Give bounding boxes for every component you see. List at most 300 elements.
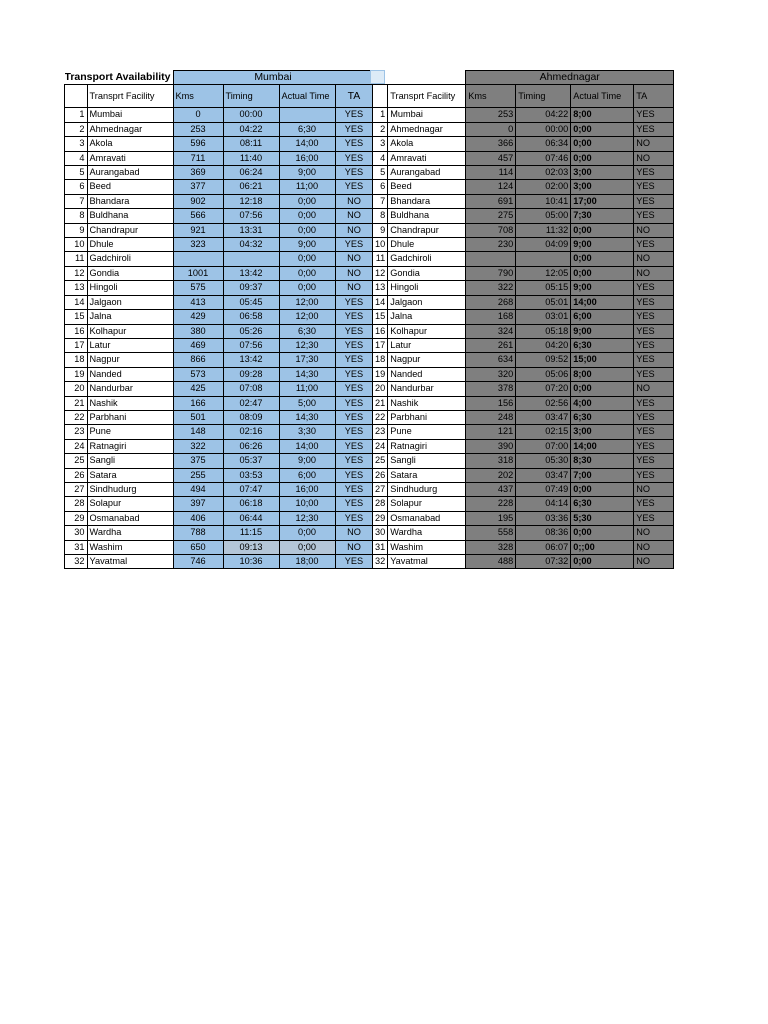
actual-time-cell: 14;30 <box>279 410 335 424</box>
kms-cell: 268 <box>466 295 516 309</box>
timing-cell: 05:06 <box>516 367 571 381</box>
table-row <box>373 223 674 237</box>
timing-cell: 08:09 <box>223 410 279 424</box>
facility-cell: Osmanabad <box>388 511 466 525</box>
row-index: 13 <box>65 281 88 295</box>
actual-time-cell: 0;00 <box>279 223 335 237</box>
kms-cell: 253 <box>173 122 223 136</box>
actual-time-cell: 8;30 <box>571 454 634 468</box>
row-index: 9 <box>65 223 88 237</box>
ta-cell: YES <box>634 367 674 381</box>
ta-cell: YES <box>634 396 674 410</box>
timing-cell: 07:00 <box>516 439 571 453</box>
actual-time-cell: 0;00 <box>279 209 335 223</box>
ta-cell: YES <box>634 410 674 424</box>
facility-cell: Nandurbar <box>87 382 173 396</box>
row-index: 29 <box>373 511 388 525</box>
table-row <box>65 295 374 309</box>
row-index: 7 <box>373 194 388 208</box>
ta-cell: YES <box>634 425 674 439</box>
ta-cell: YES <box>634 281 674 295</box>
row-index: 1 <box>373 108 388 122</box>
ta-cell: YES <box>634 497 674 511</box>
kms-cell: 322 <box>173 439 223 453</box>
kms-header: Kms <box>466 85 516 108</box>
ta-cell: YES <box>335 108 373 122</box>
actual-time-header: Actual Time <box>571 85 634 108</box>
timing-cell: 07:46 <box>516 151 571 165</box>
facility-cell: Osmanabad <box>87 511 173 525</box>
table-row <box>373 367 674 381</box>
actual-time-cell: 6;30 <box>571 410 634 424</box>
ta-cell: YES <box>335 324 373 338</box>
kms-cell: 0 <box>466 122 516 136</box>
actual-time-cell: 7;30 <box>571 209 634 223</box>
facility-cell: Parbhani <box>388 410 466 424</box>
timing-cell: 04:32 <box>223 238 279 252</box>
facility-cell: Washim <box>87 540 173 554</box>
table-row <box>373 209 674 223</box>
timing-cell <box>223 252 279 266</box>
kms-cell: 114 <box>466 166 516 180</box>
ta-cell: YES <box>634 338 674 352</box>
facility-cell: Akola <box>87 137 173 151</box>
kms-cell: 494 <box>173 482 223 496</box>
kms-cell: 378 <box>466 382 516 396</box>
row-index: 27 <box>65 482 88 496</box>
ta-cell: YES <box>335 439 373 453</box>
timing-cell: 04:20 <box>516 338 571 352</box>
ta-cell: NO <box>634 526 674 540</box>
row-index: 10 <box>65 238 88 252</box>
actual-time-header: Actual Time <box>279 85 335 108</box>
actual-time-cell: 12;30 <box>279 338 335 352</box>
facility-cell: Jalgaon <box>87 295 173 309</box>
kms-cell: 1001 <box>173 266 223 280</box>
table-row <box>373 166 674 180</box>
timing-cell: 13:42 <box>223 353 279 367</box>
actual-time-cell: 0;00 <box>279 266 335 280</box>
row-index: 25 <box>65 454 88 468</box>
facility-cell: Akola <box>388 137 466 151</box>
facility-cell: Hingoli <box>388 281 466 295</box>
kms-cell: 255 <box>173 468 223 482</box>
kms-cell: 457 <box>466 151 516 165</box>
actual-time-cell: 14;00 <box>571 439 634 453</box>
facility-cell: Satara <box>388 468 466 482</box>
facility-cell: Gondia <box>388 266 466 280</box>
kms-cell: 488 <box>466 555 516 569</box>
kms-cell: 148 <box>173 425 223 439</box>
mumbai-table <box>64 70 374 569</box>
ta-cell: YES <box>335 410 373 424</box>
timing-cell: 07:47 <box>223 482 279 496</box>
actual-time-cell: 0;00 <box>571 151 634 165</box>
row-index: 9 <box>373 223 388 237</box>
timing-cell: 07:56 <box>223 338 279 352</box>
ta-cell: YES <box>634 238 674 252</box>
row-index: 13 <box>373 281 388 295</box>
timing-cell: 11:32 <box>516 223 571 237</box>
actual-time-cell <box>279 108 335 122</box>
actual-time-cell: 9;00 <box>571 238 634 252</box>
table-row <box>373 252 674 266</box>
ta-cell: NO <box>335 252 373 266</box>
table-row <box>65 281 374 295</box>
timing-cell: 02:47 <box>223 396 279 410</box>
actual-time-cell: 14;00 <box>279 137 335 151</box>
facility-cell: Aurangabad <box>388 166 466 180</box>
table-row <box>373 122 674 136</box>
table-row <box>65 166 374 180</box>
timing-cell: 06:24 <box>223 166 279 180</box>
kms-cell: 596 <box>173 137 223 151</box>
ta-cell: YES <box>634 439 674 453</box>
kms-cell: 469 <box>173 338 223 352</box>
facility-cell: Latur <box>87 338 173 352</box>
kms-cell: 318 <box>466 454 516 468</box>
row-index: 15 <box>373 310 388 324</box>
kms-cell: 425 <box>173 382 223 396</box>
timing-cell: 11:15 <box>223 526 279 540</box>
row-index: 2 <box>373 122 388 136</box>
facility-cell: Nagpur <box>388 353 466 367</box>
kms-cell: 0 <box>173 108 223 122</box>
ta-cell: YES <box>634 180 674 194</box>
timing-cell: 12:18 <box>223 194 279 208</box>
ta-cell: YES <box>335 468 373 482</box>
facility-cell: Jalgaon <box>388 295 466 309</box>
table-row <box>65 108 374 122</box>
kms-cell: 230 <box>466 238 516 252</box>
actual-time-cell: 11;00 <box>279 382 335 396</box>
timing-cell: 03:47 <box>516 468 571 482</box>
actual-time-cell: 9;00 <box>279 166 335 180</box>
table-row <box>373 281 674 295</box>
timing-cell: 04:22 <box>516 108 571 122</box>
actual-time-cell: 0;00 <box>571 137 634 151</box>
kms-cell: 328 <box>466 540 516 554</box>
actual-time-cell: 15;00 <box>571 353 634 367</box>
row-index: 28 <box>65 497 88 511</box>
kms-cell: 566 <box>173 209 223 223</box>
right-title-blank <box>373 71 466 85</box>
facility-cell: Nashik <box>87 396 173 410</box>
table-row <box>373 425 674 439</box>
facility-cell: Sindhudurg <box>388 482 466 496</box>
actual-time-cell: 16;00 <box>279 482 335 496</box>
ta-cell: YES <box>335 555 373 569</box>
actual-time-cell: 5;00 <box>279 396 335 410</box>
facility-cell: Aurangabad <box>87 166 173 180</box>
ta-cell: NO <box>634 266 674 280</box>
ta-cell: YES <box>634 454 674 468</box>
row-index: 11 <box>65 252 88 266</box>
facility-cell: Pune <box>388 425 466 439</box>
facility-cell: Chandrapur <box>388 223 466 237</box>
actual-time-cell: 3;00 <box>571 166 634 180</box>
actual-time-cell: 0;00 <box>571 555 634 569</box>
table-row <box>65 555 374 569</box>
row-index: 4 <box>65 151 88 165</box>
row-index: 32 <box>65 555 88 569</box>
table-row <box>65 410 374 424</box>
facility-cell: Chandrapur <box>87 223 173 237</box>
facility-cell: Nashik <box>388 396 466 410</box>
facility-cell: Hingoli <box>87 281 173 295</box>
ta-cell: NO <box>335 266 373 280</box>
kms-cell: 790 <box>466 266 516 280</box>
kms-cell: 429 <box>173 310 223 324</box>
ta-cell: YES <box>335 367 373 381</box>
timing-cell: 11:40 <box>223 151 279 165</box>
actual-time-cell: 0;;00 <box>571 540 634 554</box>
timing-cell: 09:52 <box>516 353 571 367</box>
row-index: 22 <box>373 410 388 424</box>
actual-time-cell: 14;00 <box>279 439 335 453</box>
row-index: 17 <box>373 338 388 352</box>
table-row <box>373 310 674 324</box>
table-row <box>373 353 674 367</box>
kms-cell: 121 <box>466 425 516 439</box>
timing-cell: 07:49 <box>516 482 571 496</box>
kms-cell: 375 <box>173 454 223 468</box>
actual-time-cell: 9;00 <box>279 238 335 252</box>
ta-cell: NO <box>634 555 674 569</box>
row-index: 25 <box>373 454 388 468</box>
timing-cell: 06:21 <box>223 180 279 194</box>
kms-cell: 253 <box>466 108 516 122</box>
facility-cell: Amravati <box>87 151 173 165</box>
row-index: 5 <box>373 166 388 180</box>
row-index: 17 <box>65 338 88 352</box>
actual-time-cell: 5;30 <box>571 511 634 525</box>
actual-time-cell: 0;00 <box>279 194 335 208</box>
ta-cell: NO <box>634 151 674 165</box>
ta-cell: YES <box>634 194 674 208</box>
facility-cell: Ratnagiri <box>87 439 173 453</box>
ta-cell: NO <box>634 382 674 396</box>
table-row <box>373 151 674 165</box>
actual-time-cell: 3;30 <box>279 425 335 439</box>
row-index: 4 <box>373 151 388 165</box>
timing-header: Timing <box>516 85 571 108</box>
ta-cell: YES <box>634 468 674 482</box>
table-row <box>373 454 674 468</box>
row-index: 10 <box>373 238 388 252</box>
actual-time-cell: 7;00 <box>571 468 634 482</box>
index-header <box>65 85 88 108</box>
timing-cell: 06:34 <box>516 137 571 151</box>
row-index: 12 <box>65 266 88 280</box>
ta-cell: YES <box>335 310 373 324</box>
table-row <box>65 353 374 367</box>
row-index: 6 <box>373 180 388 194</box>
facility-cell: Ahmednagar <box>388 122 466 136</box>
facility-header: Transprt Facility <box>388 85 466 108</box>
table-row <box>65 468 374 482</box>
row-index: 7 <box>65 194 88 208</box>
row-index: 14 <box>65 295 88 309</box>
facility-cell: Nagpur <box>87 353 173 367</box>
facility-cell: Parbhani <box>87 410 173 424</box>
timing-cell: 08:36 <box>516 526 571 540</box>
timing-cell: 04:09 <box>516 238 571 252</box>
facility-cell: Bhandara <box>87 194 173 208</box>
timing-cell: 05:15 <box>516 281 571 295</box>
kms-cell: 166 <box>173 396 223 410</box>
table-row <box>373 266 674 280</box>
kms-cell: 322 <box>466 281 516 295</box>
timing-cell: 00:00 <box>223 108 279 122</box>
kms-cell: 377 <box>173 180 223 194</box>
ta-cell: YES <box>634 310 674 324</box>
kms-cell: 634 <box>466 353 516 367</box>
actual-time-cell: 17;30 <box>279 353 335 367</box>
timing-cell: 02:00 <box>516 180 571 194</box>
actual-time-cell: 0;00 <box>571 223 634 237</box>
timing-cell: 13:42 <box>223 266 279 280</box>
kms-cell: 397 <box>173 497 223 511</box>
timing-cell: 02:56 <box>516 396 571 410</box>
actual-time-cell: 0;00 <box>571 482 634 496</box>
kms-header: Kms <box>173 85 223 108</box>
row-index: 6 <box>65 180 88 194</box>
row-index: 27 <box>373 482 388 496</box>
timing-cell: 06:18 <box>223 497 279 511</box>
actual-time-cell: 17;00 <box>571 194 634 208</box>
ta-cell: NO <box>335 526 373 540</box>
facility-cell: Nandurbar <box>388 382 466 396</box>
ta-cell: YES <box>634 166 674 180</box>
timing-cell: 07:20 <box>516 382 571 396</box>
ta-cell: NO <box>335 281 373 295</box>
facility-cell: Yavatmal <box>87 555 173 569</box>
facility-cell: Sindhudurg <box>87 482 173 496</box>
timing-cell: 05:00 <box>516 209 571 223</box>
table-row <box>65 194 374 208</box>
kms-cell: 788 <box>173 526 223 540</box>
actual-time-cell: 0;00 <box>571 382 634 396</box>
kms-cell: 168 <box>466 310 516 324</box>
table-row <box>373 324 674 338</box>
actual-time-cell: 9;00 <box>571 324 634 338</box>
kms-cell: 248 <box>466 410 516 424</box>
actual-time-cell: 12;30 <box>279 511 335 525</box>
table-row <box>65 310 374 324</box>
kms-cell: 558 <box>466 526 516 540</box>
facility-cell: Kolhapur <box>87 324 173 338</box>
timing-cell: 07:56 <box>223 209 279 223</box>
kms-cell: 902 <box>173 194 223 208</box>
mumbai-header: Mumbai <box>173 71 373 85</box>
row-index: 20 <box>65 382 88 396</box>
page-title: Transport Availability <box>65 71 174 85</box>
facility-cell: Gadchiroli <box>87 252 173 266</box>
facility-cell: Yavatmal <box>388 555 466 569</box>
facility-cell: Beed <box>87 180 173 194</box>
timing-cell: 06:07 <box>516 540 571 554</box>
timing-cell: 05:01 <box>516 295 571 309</box>
kms-cell: 228 <box>466 497 516 511</box>
table-row <box>65 540 374 554</box>
actual-time-cell: 6;30 <box>571 497 634 511</box>
timing-cell: 05:26 <box>223 324 279 338</box>
row-index: 14 <box>373 295 388 309</box>
actual-time-cell: 0;00 <box>279 252 335 266</box>
table-row <box>65 324 374 338</box>
kms-cell: 124 <box>466 180 516 194</box>
kms-cell: 650 <box>173 540 223 554</box>
facility-cell: Gondia <box>87 266 173 280</box>
kms-cell: 195 <box>466 511 516 525</box>
facility-cell: Beed <box>388 180 466 194</box>
actual-time-cell: 0;00 <box>571 266 634 280</box>
timing-cell: 05:45 <box>223 295 279 309</box>
row-index: 18 <box>373 353 388 367</box>
table-row <box>65 137 374 151</box>
timing-cell: 12:05 <box>516 266 571 280</box>
timing-cell: 03:36 <box>516 511 571 525</box>
facility-cell: Dhule <box>87 238 173 252</box>
row-index: 21 <box>373 396 388 410</box>
timing-cell: 06:58 <box>223 310 279 324</box>
facility-cell: Nanded <box>388 367 466 381</box>
kms-cell <box>466 252 516 266</box>
row-index: 28 <box>373 497 388 511</box>
facility-cell: Jalna <box>388 310 466 324</box>
timing-cell: 09:13 <box>223 540 279 554</box>
kms-cell: 324 <box>466 324 516 338</box>
table-row <box>65 396 374 410</box>
ta-cell: YES <box>634 122 674 136</box>
row-index: 30 <box>373 526 388 540</box>
row-index: 31 <box>65 540 88 554</box>
table-row <box>373 295 674 309</box>
actual-time-cell: 3;00 <box>571 425 634 439</box>
facility-cell: Sangli <box>388 454 466 468</box>
table-row <box>373 338 674 352</box>
actual-time-cell: 12;00 <box>279 310 335 324</box>
table-row <box>65 482 374 496</box>
facility-cell: Washim <box>388 540 466 554</box>
ta-cell: NO <box>335 223 373 237</box>
index-header <box>373 85 388 108</box>
table-row <box>373 396 674 410</box>
kms-cell: 323 <box>173 238 223 252</box>
table-row <box>65 180 374 194</box>
ta-cell: YES <box>335 338 373 352</box>
actual-time-cell: 14;30 <box>279 367 335 381</box>
kms-cell: 575 <box>173 281 223 295</box>
actual-time-cell: 0;00 <box>571 526 634 540</box>
row-index: 20 <box>373 382 388 396</box>
table-row <box>373 137 674 151</box>
timing-cell: 09:37 <box>223 281 279 295</box>
kms-cell <box>173 252 223 266</box>
table-row <box>65 209 374 223</box>
ta-cell: YES <box>634 353 674 367</box>
actual-time-cell: 8;00 <box>571 108 634 122</box>
row-index: 1 <box>65 108 88 122</box>
table-row <box>373 526 674 540</box>
timing-cell: 05:37 <box>223 454 279 468</box>
table-row <box>65 223 374 237</box>
ta-cell: NO <box>634 540 674 554</box>
facility-header: Transprt Facility <box>87 85 173 108</box>
row-index: 26 <box>65 468 88 482</box>
facility-cell: Nanded <box>87 367 173 381</box>
